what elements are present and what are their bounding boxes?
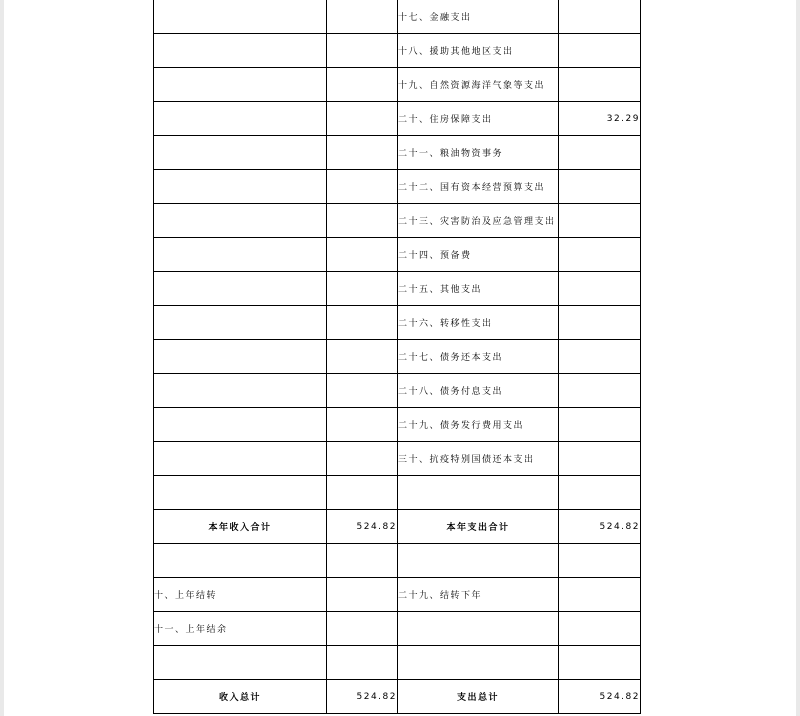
income-item-cell [154, 272, 327, 306]
grand-income-total-label: 收入总计 [154, 680, 327, 714]
carryover-row [154, 612, 641, 646]
income-value-cell [327, 0, 398, 34]
table-row [154, 374, 641, 408]
grand-income-total-value: 524.82 [327, 680, 398, 714]
expense-item-value [559, 442, 641, 476]
table-row [154, 442, 641, 476]
blank-cell [398, 544, 559, 578]
expense-item-label: 二十九、债务发行费用支出 [398, 408, 559, 442]
expense-item-label: 二十二、国有资本经营预算支出 [398, 170, 559, 204]
table-row [154, 68, 641, 102]
blank-cell [154, 544, 327, 578]
expense-item-value [559, 238, 641, 272]
expense-item-label: 二十一、粮油物资事务 [398, 136, 559, 170]
next-year-transfer-label: 二十九、结转下年 [398, 578, 559, 612]
table-row [154, 340, 641, 374]
expense-item-label: 十七、金融支出 [398, 0, 559, 34]
page-edge-left [0, 0, 4, 716]
income-item-cell [154, 238, 327, 272]
income-value-cell [327, 272, 398, 306]
budget-table [153, 0, 641, 714]
income-value-cell [327, 170, 398, 204]
expense-item-label: 二十、住房保障支出 [398, 102, 559, 136]
prev-year-balance-value [327, 612, 398, 646]
income-item-cell [154, 408, 327, 442]
income-item-cell [154, 442, 327, 476]
table-row [154, 34, 641, 68]
expense-item-label: 二十六、转移性支出 [398, 306, 559, 340]
next-year-transfer-value [559, 578, 641, 612]
blank-cell [154, 476, 327, 510]
income-value-cell [327, 374, 398, 408]
table-row [154, 408, 641, 442]
expense-item-value [559, 272, 641, 306]
year-income-total-value: 524.82 [327, 510, 398, 544]
grand-expense-total-label: 支出总计 [398, 680, 559, 714]
expense-item-value [559, 170, 641, 204]
expense-item-value [559, 204, 641, 238]
expense-item-label: 三十、抗疫特别国债还本支出 [398, 442, 559, 476]
income-item-cell [154, 374, 327, 408]
blank-cell [154, 646, 327, 680]
expense-items-body [154, 0, 641, 476]
table-row [154, 272, 641, 306]
expense-item-label: 十九、自然资源海洋气象等支出 [398, 68, 559, 102]
income-value-cell [327, 408, 398, 442]
income-item-cell [154, 340, 327, 374]
income-item-cell [154, 136, 327, 170]
expense-item-value [559, 34, 641, 68]
blank-cell [327, 476, 398, 510]
expense-item-label: 二十四、预备费 [398, 238, 559, 272]
income-value-cell [327, 442, 398, 476]
income-value-cell [327, 204, 398, 238]
income-value-cell [327, 34, 398, 68]
grand-expense-total-value: 524.82 [559, 680, 641, 714]
income-item-cell [154, 170, 327, 204]
expense-item-value: 32.29 [559, 102, 641, 136]
year-expense-total-value: 524.82 [559, 510, 641, 544]
expense-item-value [559, 136, 641, 170]
year-expense-total-label: 本年支出合计 [398, 510, 559, 544]
grand-total-row [154, 680, 641, 714]
income-value-cell [327, 340, 398, 374]
blank-cell [398, 476, 559, 510]
blank-row [154, 544, 641, 578]
income-item-cell [154, 0, 327, 34]
table-row [154, 170, 641, 204]
expense-item-value [559, 408, 641, 442]
blank-cell [559, 476, 641, 510]
expense-item-label: 二十七、债务还本支出 [398, 340, 559, 374]
expense-item-value [559, 306, 641, 340]
table-row [154, 306, 641, 340]
expense-item-value [559, 68, 641, 102]
expense-item-label: 二十三、灾害防治及应急管理支出 [398, 204, 559, 238]
blank-cell [327, 646, 398, 680]
blank-row [154, 646, 641, 680]
income-item-cell [154, 204, 327, 238]
blank-cell [327, 544, 398, 578]
blank-cell [398, 612, 559, 646]
income-value-cell [327, 136, 398, 170]
income-item-cell [154, 102, 327, 136]
carryover-row [154, 578, 641, 612]
expense-item-label: 二十八、债务付息支出 [398, 374, 559, 408]
expense-item-label: 十八、援助其他地区支出 [398, 34, 559, 68]
income-item-cell [154, 306, 327, 340]
income-value-cell [327, 306, 398, 340]
year-income-total-label: 本年收入合计 [154, 510, 327, 544]
table-row [154, 102, 641, 136]
prev-year-transfer-label: 十、上年结转 [154, 578, 327, 612]
expense-item-value [559, 340, 641, 374]
year-total-row [154, 510, 641, 544]
blank-cell [559, 612, 641, 646]
expense-item-label: 二十五、其他支出 [398, 272, 559, 306]
table-row [154, 0, 641, 34]
blank-cell [559, 544, 641, 578]
prev-year-balance-label: 十一、上年结余 [154, 612, 327, 646]
table-row [154, 204, 641, 238]
blank-cell [559, 646, 641, 680]
income-value-cell [327, 238, 398, 272]
income-item-cell [154, 68, 327, 102]
table-row [154, 238, 641, 272]
blank-row [154, 476, 641, 510]
blank-cell [398, 646, 559, 680]
page-edge-right [796, 0, 800, 716]
expense-item-value [559, 0, 641, 34]
table-row [154, 136, 641, 170]
income-value-cell [327, 68, 398, 102]
totals-body [154, 476, 641, 714]
income-value-cell [327, 102, 398, 136]
expense-item-value [559, 374, 641, 408]
prev-year-transfer-value [327, 578, 398, 612]
income-item-cell [154, 34, 327, 68]
